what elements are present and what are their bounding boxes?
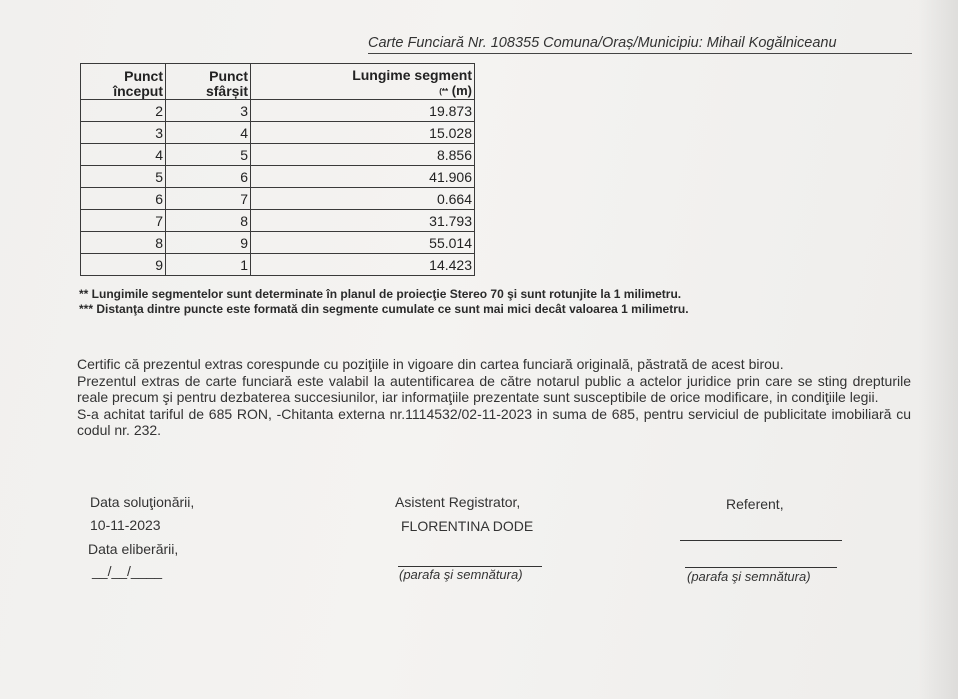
paragraph-payment: S-a achitat tariful de 685 RON, -Chitanta externa nr.1114532/02-11-2023 in suma de 685, pentru serviciul de publicitate imobiliară cu codul nr. 232.: [77, 405, 911, 438]
table-row: 9 1 14.423: [81, 254, 475, 276]
referent-line-top: [680, 540, 842, 541]
table-row: 4 5 8.856: [81, 144, 475, 166]
referent-label: Referent,: [726, 496, 784, 512]
footnote-projection: ** Lungimile segmentelor sunt determinate în planul de proiecţie Stereo 70 şi sunt rotunjite la 1 milimetru.: [79, 287, 682, 301]
table-footnotes: [79, 287, 689, 317]
table-row: 7 8 31.793: [81, 210, 475, 232]
resolution-date-value: 10-11-2023: [90, 517, 161, 533]
assistant-registrar-label: Asistent Registrator,: [395, 494, 521, 510]
header-end-point: Punct sfârșit: [166, 64, 251, 100]
table-header-row: [81, 64, 475, 100]
release-date-value: __/__/____: [92, 563, 163, 579]
table-row: 2 3 19.873: [81, 100, 475, 122]
release-date-label: Data eliberării,: [88, 541, 179, 557]
referent-signature-line: [685, 567, 837, 568]
table-row: 5 6 41.906: [81, 166, 475, 188]
header-segment-length: Lungime segment (** (m): [251, 64, 475, 100]
segment-table: [80, 63, 475, 276]
assistant-registrar-name: FLORENTINA DODE: [401, 518, 534, 534]
resolution-date-label: Data soluţionării,: [90, 494, 195, 510]
table-row: 3 4 15.028: [81, 122, 475, 144]
table-row: 8 9 55.014: [81, 232, 475, 254]
referent-signature-caption: (parafa şi semnătura): [687, 569, 811, 584]
certification-text: [77, 356, 911, 439]
paragraph-validity: Prezentul extras de carte funciară este valabil la autentificarea de către notarul public a actelor juridice prin care se sting drepturile reale precum şi pentru dezbaterea succesiunilor, iar informaţiile prezentate sunt susceptibile de orice modificare, in condiţiile legii.: [77, 372, 911, 405]
paragraph-certification: Certific că prezentul extras corespunde cu poziţiile in vigoare din cartea funciară originală, păstrată de acest birou.: [77, 356, 784, 372]
assistant-signature-caption: (parafa şi semnătura): [399, 567, 523, 582]
table-row: 6 7 0.664: [81, 188, 475, 210]
page-edge-shadow: [918, 0, 958, 699]
page-header-title: Carte Funciară Nr. 108355 Comuna/Oraș/Municipiu: Mihail Kogălniceanu: [368, 35, 912, 54]
header-start-point: Punct început: [81, 64, 166, 100]
footnote-distance: *** Distanţa dintre puncte este formată din segmente cumulate ce sunt mai mici decât valoarea 1 milimetru.: [79, 302, 689, 316]
